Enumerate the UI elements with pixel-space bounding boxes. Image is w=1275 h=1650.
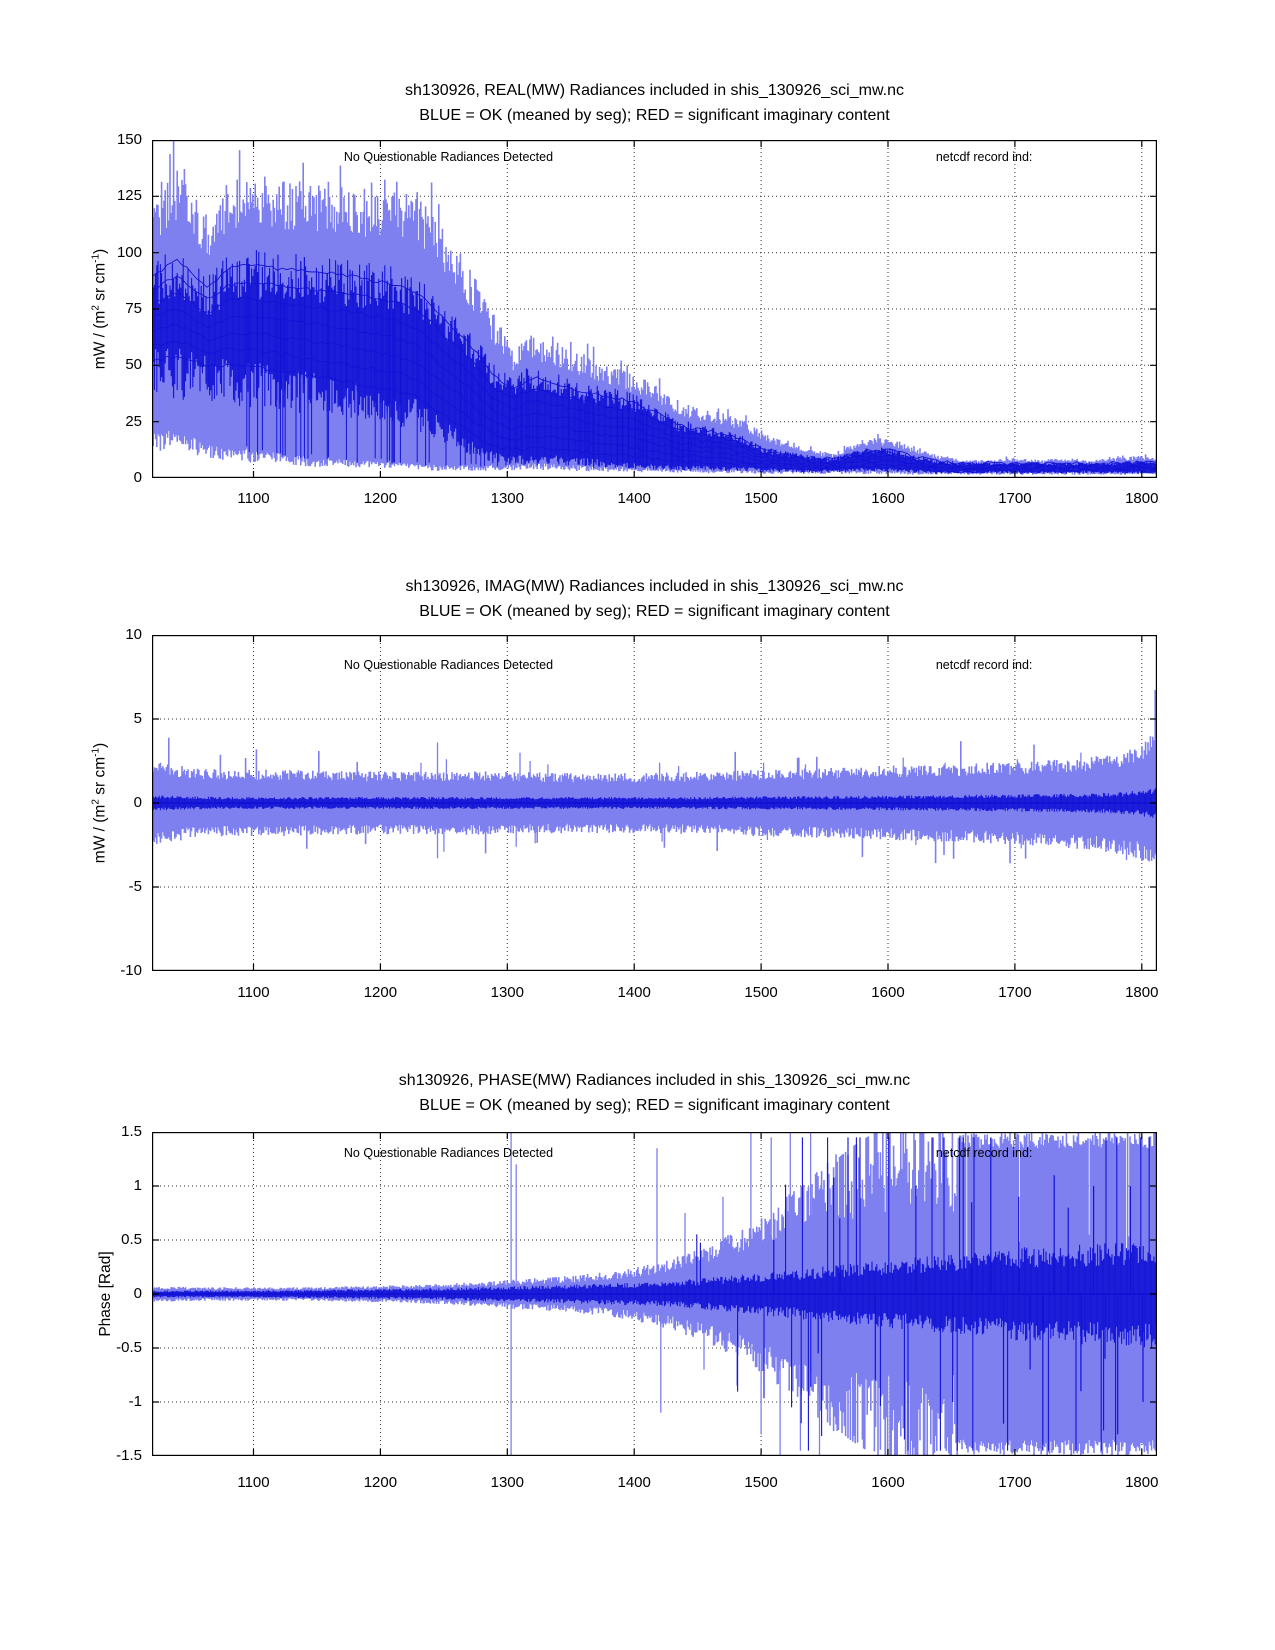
y-axis-label-part: -1 — [90, 747, 102, 757]
x-tick-label: 1200 — [363, 490, 398, 507]
plot-subtitle: BLUE = OK (meaned by seg); RED = significant imaginary content — [419, 603, 890, 620]
x-tick-label: 1700 — [998, 1474, 1032, 1491]
y-tick-label: 150 — [116, 131, 142, 148]
x-tick-label: 1500 — [744, 984, 778, 1001]
y-tick-label: 5 — [133, 710, 142, 727]
plot-title: sh130926, IMAG(MW) Radiances included in shis_130926_sci_mw.nc — [405, 578, 904, 595]
y-tick-label: -1.5 — [116, 1447, 142, 1464]
phase-plot-canvas — [152, 1132, 1157, 1456]
y-tick-label: 125 — [116, 187, 142, 205]
y-tick-label: -0.5 — [116, 1339, 142, 1356]
y-axis-label-part: ) — [91, 742, 109, 748]
x-tick-label: 1100 — [237, 490, 270, 507]
y-tick-label: 25 — [125, 412, 142, 430]
y-axis-label-part: ) — [91, 248, 109, 254]
phase-plot-svg — [152, 1132, 1157, 1456]
plot-subtitle: BLUE = OK (meaned by seg); RED = significant imaginary content — [419, 1097, 890, 1114]
y-tick-label: 1 — [133, 1177, 142, 1194]
x-tick-label: 1500 — [744, 490, 778, 507]
plot-subtitle: BLUE = OK (meaned by seg); RED = significant imaginary content — [419, 107, 890, 124]
annotation-netcdf-record-ind: netcdf record ind: — [935, 658, 1033, 672]
y-axis-label-part: Phase [Rad] — [97, 1251, 114, 1337]
y-tick-label: 10 — [125, 626, 142, 643]
y-axis-label-part: mW / (m — [91, 804, 109, 864]
y-tick-label: 1.5 — [121, 1123, 142, 1140]
x-tick-label: 1100 — [237, 1474, 270, 1491]
y-tick-label: 50 — [125, 356, 142, 374]
x-tick-label: 1800 — [1125, 984, 1159, 1001]
y-tick-label: 0 — [133, 469, 142, 486]
y-tick-label: -1 — [128, 1393, 142, 1410]
annotation-no-questionable-radiances: No Questionable Radiances Detected — [343, 658, 554, 672]
imag-plot-canvas — [152, 635, 1157, 971]
y-tick-label: 0 — [133, 794, 142, 811]
y-tick-label: 0.5 — [121, 1231, 142, 1248]
annotation-no-questionable-radiances: No Questionable Radiances Detected — [343, 1146, 554, 1160]
x-tick-label: 1700 — [998, 984, 1032, 1001]
phase-data-layer — [152, 1132, 1157, 1456]
real-plot-svg — [152, 140, 1157, 478]
x-tick-label: 1400 — [617, 490, 651, 507]
y-axis-label-part: 2 — [90, 799, 102, 805]
light-band — [152, 690, 1156, 863]
x-tick-label: 1700 — [998, 490, 1032, 507]
x-tick-label: 1300 — [490, 490, 524, 507]
x-tick-label: 1300 — [490, 1474, 524, 1491]
y-tick-label: -10 — [120, 962, 142, 979]
real-data-layer — [152, 140, 1157, 475]
real-plot-canvas — [152, 140, 1157, 478]
y-axis-label-part: sr cm — [91, 756, 109, 800]
x-tick-label: 1800 — [1125, 490, 1159, 507]
y-tick-label: -5 — [128, 878, 142, 895]
y-axis-label-part: -1 — [90, 253, 102, 263]
x-tick-label: 1300 — [490, 984, 524, 1001]
plot-title: sh130926, PHASE(MW) Radiances included in shis_130926_sci_mw.nc — [398, 1072, 911, 1089]
x-tick-label: 1600 — [871, 1474, 905, 1491]
y-axis-label-part: 2 — [90, 305, 102, 311]
annotation-no-questionable-radiances: No Questionable Radiances Detected — [343, 150, 554, 164]
x-tick-label: 1800 — [1125, 1474, 1159, 1491]
imag-plot-svg — [152, 635, 1157, 971]
y-tick-label: 0 — [133, 1285, 142, 1302]
imag-data-layer — [152, 690, 1157, 863]
x-tick-label: 1200 — [363, 1474, 398, 1491]
x-tick-label: 1100 — [237, 984, 270, 1001]
plot-title: sh130926, REAL(MW) Radiances included in shis_130926_sci_mw.nc — [405, 82, 904, 99]
annotation-netcdf-record-ind: netcdf record ind: — [935, 1146, 1033, 1160]
y-axis-label-part: sr cm — [91, 262, 109, 306]
x-tick-label: 1600 — [871, 984, 905, 1001]
x-tick-label: 1500 — [744, 1474, 778, 1491]
y-tick-label: 75 — [125, 300, 142, 317]
y-tick-label: 100 — [116, 243, 142, 261]
x-tick-label: 1400 — [617, 1474, 651, 1491]
y-axis-label-part: mW / (m — [91, 310, 109, 370]
x-tick-label: 1400 — [617, 984, 651, 1001]
x-tick-label: 1600 — [871, 490, 905, 507]
annotation-netcdf-record-ind: netcdf record ind: — [935, 150, 1033, 164]
x-tick-label: 1200 — [363, 984, 398, 1001]
